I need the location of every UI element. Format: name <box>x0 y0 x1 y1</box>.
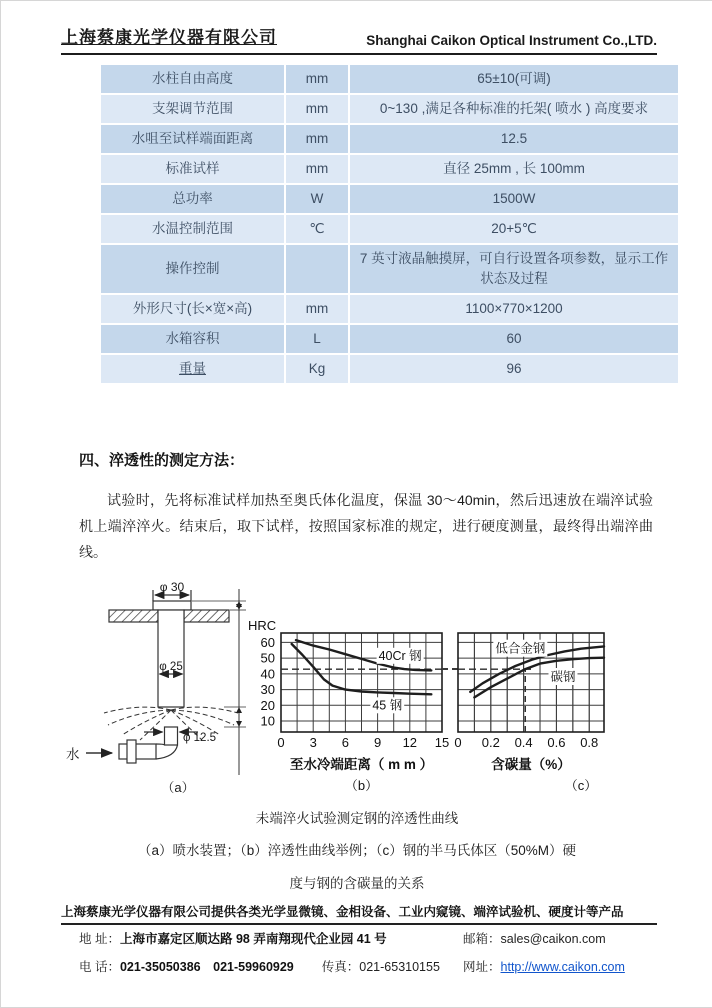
table-cell: 重量 <box>101 355 284 383</box>
section-paragraph: 试验时，先将标准试样加热至奥氏体化温度，保温 30～40min，然后迅速放在端淬试验机上端淬淬火。结束后，取下试样，按照国家标准的规定，进行硬度测量，最终得出端淬曲线。 <box>79 492 653 560</box>
table-cell: 12.5 <box>350 125 678 153</box>
table-cell: 1100×770×1200 <box>350 295 678 323</box>
table-row <box>101 245 678 293</box>
svg-text:0.6: 0.6 <box>547 735 566 750</box>
svg-text:至水冷端距离（ m m ）: 至水冷端距离（ m m ） <box>289 757 434 772</box>
table-cell: mm <box>286 125 348 153</box>
spec-table <box>99 63 680 385</box>
table-cell: 操作控制 <box>101 245 284 293</box>
phone-label: 电 话： <box>79 960 120 974</box>
table-row <box>101 125 678 153</box>
section-title: 四、淬透性的测定方法： <box>79 452 245 469</box>
table-cell: ℃ <box>286 215 348 243</box>
table-cell: 外形尺寸(长×宽×高) <box>101 295 284 323</box>
email-label: 邮箱： <box>463 932 501 946</box>
table-row <box>101 295 678 323</box>
fax-value: 021-65310155 <box>359 960 440 974</box>
address-value: 上海市嘉定区顺达路 98 弄南翔现代企业园 41 号 <box>119 932 387 946</box>
footer-address-row <box>79 929 387 947</box>
device-sub-label: （a） <box>161 780 195 795</box>
svg-text:45 钢: 45 钢 <box>372 698 403 713</box>
phone-value: 021-35050386 021-59960929 <box>119 960 294 974</box>
table-cell: 水咀至试样端面距离 <box>101 125 284 153</box>
table-row <box>101 95 678 123</box>
table-cell: 标准试样 <box>101 155 284 183</box>
svg-text:0: 0 <box>454 735 462 750</box>
dim-nozzle-label: φ 12.5 <box>183 732 217 744</box>
svg-text:9: 9 <box>373 735 382 750</box>
figure-caption-line3: 度与钢的含碳量的关系 <box>289 876 425 891</box>
table-cell: 1500W <box>350 185 678 213</box>
table-cell: W <box>286 185 348 213</box>
svg-text:40: 40 <box>260 666 275 682</box>
table-row <box>101 65 678 93</box>
table-cell <box>286 245 348 293</box>
table-cell: 水温控制范围 <box>101 215 284 243</box>
table-cell: mm <box>286 95 348 123</box>
footer-website-row <box>463 957 625 975</box>
table-row <box>101 185 678 213</box>
table-cell: mm <box>286 155 348 183</box>
svg-text:碳钢: 碳钢 <box>550 670 576 684</box>
dim-body-label: φ 25 <box>159 661 183 673</box>
company-name-chinese: 上海蔡康光学仪器有限公司 <box>61 28 277 47</box>
svg-text:10: 10 <box>260 713 275 729</box>
svg-text:0.4: 0.4 <box>514 735 533 750</box>
page-header <box>61 23 657 55</box>
table-cell: 7 英寸液晶触摸屏，可自行设置各项参数，显示工作状态及过程 <box>350 245 678 293</box>
table-cell: 65±10(可调) <box>350 65 678 93</box>
spec-table-body <box>101 65 678 383</box>
svg-text:30: 30 <box>260 682 275 698</box>
website-label: 网址： <box>463 960 501 974</box>
svg-text:含碳量（%）: 含碳量（%） <box>491 757 571 772</box>
footer-tagline: 上海蔡康光学仪器有限公司提供各类光学显微镜、金相设备、工业内窥镜、端淬试验机、硬度计等产品 <box>61 902 657 925</box>
company-name-english: Shanghai Caikon Optical Instrument Co.,LTD. <box>366 33 657 48</box>
svg-text:0.2: 0.2 <box>481 735 500 750</box>
table-cell: 总功率 <box>101 185 284 213</box>
svg-text:0.8: 0.8 <box>580 735 599 750</box>
svg-text:15: 15 <box>434 735 450 750</box>
table-cell: 水箱容积 <box>101 325 284 353</box>
svg-text:60: 60 <box>260 634 275 650</box>
fax-label: 传真： <box>321 960 360 974</box>
table-cell: mm <box>286 295 348 323</box>
svg-text:（b）: （b） <box>344 778 379 793</box>
svg-text:6: 6 <box>341 735 350 750</box>
table-cell: Kg <box>286 355 348 383</box>
footer-phone-row <box>79 957 440 975</box>
hardenability-chart <box>241 616 456 801</box>
table-cell: 0~130 ,满足各种标准的托架( 喷水 ) 高度要求 <box>350 95 678 123</box>
table-row <box>101 155 678 183</box>
svg-text:3: 3 <box>309 735 317 750</box>
figure-caption-line2: （a）喷水装置；（b）淬透性曲线举例；（c）钢的半马氏体区（50%M）硬 <box>137 843 577 858</box>
svg-text:40Cr 钢: 40Cr 钢 <box>378 648 422 663</box>
table-row <box>101 215 678 243</box>
svg-text:0: 0 <box>277 735 285 750</box>
table-cell: 60 <box>350 325 678 353</box>
footer-email-row <box>463 929 606 947</box>
address-label: 地 址： <box>79 932 120 946</box>
table-cell: 直径 25mm , 长 100mm <box>350 155 678 183</box>
svg-text:低合金钢: 低合金钢 <box>495 641 546 656</box>
svg-text:20: 20 <box>260 697 275 713</box>
dim-flange-label: φ 30 <box>159 580 185 594</box>
table-cell: L <box>286 325 348 353</box>
spray-device-diagram <box>56 577 256 799</box>
svg-text:（c）: （c） <box>564 778 598 793</box>
carbon-hardness-chart <box>451 616 616 801</box>
water-label: 水 <box>66 747 80 762</box>
table-cell: 支架调节范围 <box>101 95 284 123</box>
email-value: sales@caikon.com <box>500 932 606 946</box>
table-cell: 96 <box>350 355 678 383</box>
table-cell: 20+5℃ <box>350 215 678 243</box>
table-cell: mm <box>286 65 348 93</box>
website-link[interactable]: http://www.caikon.com <box>500 960 625 974</box>
svg-text:50: 50 <box>260 650 275 666</box>
table-row <box>101 355 678 383</box>
table-row <box>101 325 678 353</box>
svg-text:HRC: HRC <box>248 618 277 633</box>
svg-text:12: 12 <box>402 735 418 750</box>
table-cell: 水柱自由高度 <box>101 65 284 93</box>
figure-caption-title: 未端淬火试验测定钢的淬透性曲线 <box>255 811 459 826</box>
